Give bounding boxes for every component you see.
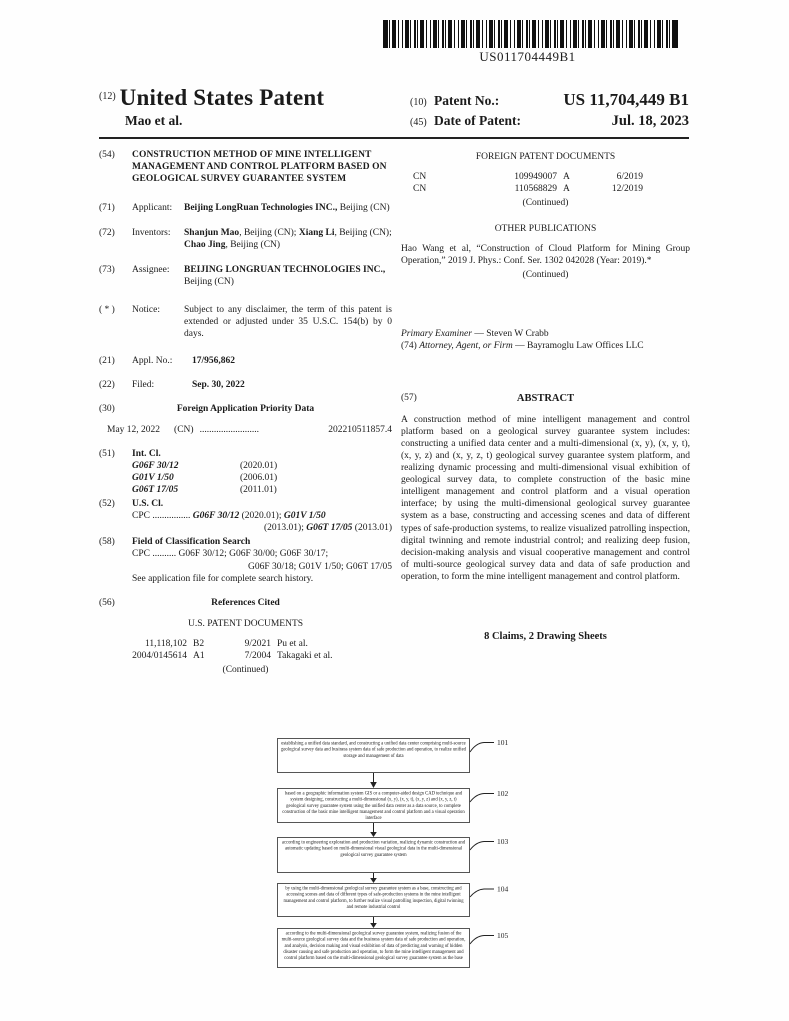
- header-divider: [99, 137, 689, 139]
- priority-country: (CN): [174, 424, 194, 435]
- field-ref: (52): [99, 499, 115, 510]
- priority-row: [99, 424, 392, 436]
- priority-heading: Foreign Application Priority Data: [176, 403, 315, 414]
- examiner-block: [401, 328, 690, 352]
- ref-country: CN: [413, 172, 427, 183]
- field-ref: (58): [99, 537, 115, 548]
- ref-date: 12/2019: [611, 184, 643, 195]
- field-30-priority: [99, 403, 392, 415]
- field-ref: ( * ): [99, 304, 115, 315]
- date-value: Jul. 18, 2023: [611, 113, 689, 129]
- ref-country: CN: [413, 184, 427, 195]
- field-ref: (72): [99, 228, 115, 239]
- patent-no-value: US 11,704,449 B1: [563, 90, 689, 109]
- notice-label: Notice:: [132, 304, 160, 315]
- references-heading: References Cited: [211, 597, 280, 608]
- left-column: [99, 149, 392, 686]
- step-text: according to engineering exploration and production variation, realizing dynamic construction and automatic updating based on multi-dimensional visual geological data in the multi-dimensional geological survey guarantee system: [281, 840, 466, 858]
- class-code: G01V 1/50: [132, 473, 174, 484]
- field-ref: (51): [99, 448, 115, 459]
- field-73-assignee: [99, 264, 392, 288]
- ref-number: 11,118,102: [144, 638, 187, 649]
- ref-name: Pu et al.: [277, 638, 308, 649]
- field-54-title: [99, 149, 392, 185]
- us-patent-docs-heading: U.S. PATENT DOCUMENTS: [187, 618, 304, 629]
- flowchart-step-box: [277, 837, 470, 873]
- us-cl-heading: U.S. Cl.: [132, 499, 164, 510]
- field-notice: [99, 304, 392, 340]
- filed-value: Sep. 30, 2022: [192, 379, 245, 390]
- flowchart-step-box: [277, 883, 470, 917]
- kind-code-ref: (12): [99, 91, 116, 102]
- abstract-ref: (57): [401, 392, 417, 403]
- search-line-1: CPC .......... G06F 30/12; G06F 30/00; G06F 30/17;: [132, 549, 329, 560]
- header-left: [99, 85, 399, 129]
- attorney-line: (74) Attorney, Agent, or Firm — Bayramoglu Law Offices LLC: [401, 340, 644, 351]
- field-51-int-cl: [99, 448, 392, 496]
- assignee-value: BEIJING LONGRUAN TECHNOLOGIES INC., Beijing (CN): [184, 265, 386, 288]
- leader-lines: [470, 743, 494, 945]
- appl-no-label: Appl. No.:: [132, 355, 173, 366]
- notice-text: Subject to any disclaimer, the term of this patent is extended or adjusted under 35 U.S.C. 154(b) by 0 days.: [184, 304, 392, 339]
- int-cl-entry: [132, 484, 392, 496]
- document-type: United States Patent: [119, 85, 325, 110]
- primary-examiner-line: Primary Examiner — Steven W Crabb: [401, 328, 549, 339]
- ref-date: 6/2019: [616, 172, 643, 183]
- foreign-reference-row: [401, 171, 690, 183]
- int-cl-entry: [132, 472, 392, 484]
- ref-date: 9/2021: [244, 638, 271, 649]
- field-ref: (73): [99, 265, 115, 276]
- cpc-line-2: (2013.01); G06T 17/05 (2013.01): [264, 523, 392, 534]
- int-cl-entry: [132, 460, 392, 472]
- flowchart-step-box: [277, 928, 470, 968]
- field-21-appl-no: [99, 355, 392, 367]
- step-text: based on a geographic information system GIS or a computer-aided design CAD technique and system designing, constructing a multi-dimensional (x, y), (x, y, t), (x, y, z) and (x, y, z, t) geological survey guarantee system using the unified data center as a data source, to complete construction of the basic mine intelligent management and control platform and a visual operation interface: [282, 791, 465, 821]
- search-line-2: G06F 30/18; G01V 1/50; G06T 17/05: [247, 561, 392, 572]
- inventors-label: Inventors:: [132, 228, 171, 239]
- date-label: Date of Patent:: [434, 113, 521, 128]
- step-label: 104: [497, 884, 509, 894]
- ref-kind: A: [563, 172, 570, 183]
- class-code: G06T 17/05: [132, 485, 179, 496]
- claims-summary: 8 Claims, 2 Drawing Sheets: [484, 630, 607, 642]
- field-ref: (21): [99, 355, 115, 366]
- step-label: 102: [497, 789, 509, 798]
- barcode-text: US011704449B1: [479, 49, 576, 64]
- step-text: by using the multi-dimensional geological survey guarantee system as a base, constructing and accessing scenes and data of different types of safe-production systems in the mine intelligent management and control platform, to further realize visual patrolling inspection, digital twinning and remote industrial control: [283, 886, 464, 910]
- other-pubs-citation: Hao Wang et al, “Construction of Cloud Platform for Mining Group Operation,” 2019 J. Phys.: Conf. Ser. 1302 042028 (Year: 2019).*: [401, 244, 690, 267]
- ref-number: 110568829: [514, 184, 557, 195]
- appl-no-value: 17/956,862: [192, 355, 236, 366]
- int-cl-heading: Int. Cl.: [132, 448, 161, 459]
- ref-kind: B2: [193, 638, 205, 649]
- continued-note: (Continued): [522, 198, 569, 209]
- patent-number-row: [410, 90, 689, 110]
- applicant-value: Beijing LongRuan Technologies INC., Beijing (CN): [184, 203, 390, 214]
- priority-number: 202210511857.4: [328, 424, 392, 435]
- continued-note: (Continued): [222, 664, 269, 675]
- field-ref: (56): [99, 597, 115, 608]
- field-58-search: [99, 536, 392, 584]
- ref-kind: A: [563, 184, 570, 195]
- field-71-applicant: [99, 202, 392, 214]
- continued-note: (Continued): [522, 270, 569, 281]
- inventor-short-name: Mao et al.: [125, 113, 183, 128]
- invention-title: CONSTRUCTION METHOD OF MINE INTELLIGENT MANAGEMENT AND CONTROL PLATFORM BASED ON GEOLOGICAL SURVEY GUARANTEE SYSTEM: [132, 150, 387, 185]
- field-52-us-cl: [99, 498, 392, 534]
- step-text: according to the multi-dimensional geological survey guarantee system, realizing fusion of the multi-source geological survey data and the business system data of safe production and operation, and analysis, decision making and visual exhibition of data of predicting and warning of hidden disaster causing and safe production and operation, to form the mine intelligent management and control platform based on the multi-dimensional geological survey guarantee system as the base: [281, 931, 466, 961]
- foreign-docs-heading: FOREIGN PATENT DOCUMENTS: [475, 152, 616, 162]
- foreign-reference-row: [401, 183, 690, 195]
- field-ref: (54): [99, 150, 115, 160]
- ref-number: 109949007: [514, 172, 557, 183]
- field-ref: (71): [99, 203, 115, 214]
- patent-no-ref: (10): [410, 97, 427, 108]
- inventors-value: Shanjun Mao, Beijing (CN); Xiang Li, Beijing (CN); Chao Jing, Beijing (CN): [184, 228, 392, 251]
- search-line-3: See application file for complete search history.: [132, 573, 314, 584]
- right-column: [401, 149, 690, 643]
- field-56-references: [99, 597, 392, 609]
- step-label: 105: [497, 931, 509, 940]
- other-pubs-heading: OTHER PUBLICATIONS: [494, 224, 597, 235]
- filed-label: Filed:: [132, 379, 155, 390]
- dot-leader: .........................: [199, 424, 259, 435]
- flowchart-step-box: [277, 788, 470, 823]
- field-ref: (22): [99, 379, 115, 390]
- ref-date: 7/2004: [244, 650, 271, 661]
- cpc-line-1: CPC ................ G06F 30/12 (2020.01); G01V 1/50: [132, 511, 326, 522]
- class-year: (2011.01): [240, 485, 277, 496]
- priority-date: May 12, 2022: [107, 424, 161, 435]
- flowchart-figure: [270, 733, 525, 978]
- class-year: (2006.01): [240, 473, 278, 484]
- step-label: 103: [497, 837, 509, 846]
- barcode-image: [383, 20, 678, 48]
- applicant-label: Applicant:: [132, 203, 173, 214]
- class-year: (2020.01): [240, 461, 278, 471]
- step-label: 101: [497, 738, 509, 747]
- us-reference-row: [99, 638, 392, 650]
- ref-kind: A1: [193, 650, 205, 661]
- step-text: establishing a unified data standard, and constructing a unified data center comprising multi-source geological survey data and business system data of safe production and operation, to realize unified storage and management of data: [281, 741, 466, 759]
- flowchart-step-box: [277, 738, 470, 773]
- header-right: [410, 90, 689, 133]
- field-ref: (30): [99, 403, 115, 414]
- date-ref: (45): [410, 117, 427, 128]
- abstract-text: A construction method of mine intelligent management and control platform based on a geological survey guarantee system includes: constructing a unified data center and a multi-dimensional (x, y), (x, y, t), (x, y, z) and (x, y, z, t) geological survey guarantee system platform, and realizing dynamic processing and multi-dimensional visual exhibition of geological survey data, to complete construction of the basic mine intelligent management and control platform and a visual operation interface; by using the multi-dimensional geological survey guarantee system as a base, constructing and accessing scenes and data of different types of safe-production systems, to realize visualized patrolling inspection, digital twinning and remote industrial control; and realizing deep fusion, decision-making analysis and visual cooperative management and control of multi-source geological survey data and data of safe production and operation, to form the mine intelligent management and control platform.: [401, 414, 690, 582]
- field-22-filed: [99, 379, 392, 391]
- search-heading: Field of Classification Search: [132, 537, 251, 548]
- ref-name: Takagaki et al.: [277, 650, 333, 661]
- abstract-heading: ABSTRACT: [516, 392, 575, 404]
- assignee-label: Assignee:: [132, 265, 170, 276]
- field-72-inventors: [99, 227, 392, 251]
- ref-number: 2004/0145614: [132, 650, 187, 661]
- us-reference-row: [99, 650, 392, 662]
- abstract-block: [401, 392, 690, 583]
- patent-no-label: Patent No.:: [434, 93, 500, 108]
- class-code: G06F 30/12: [132, 461, 179, 471]
- patent-date-row: [410, 113, 689, 130]
